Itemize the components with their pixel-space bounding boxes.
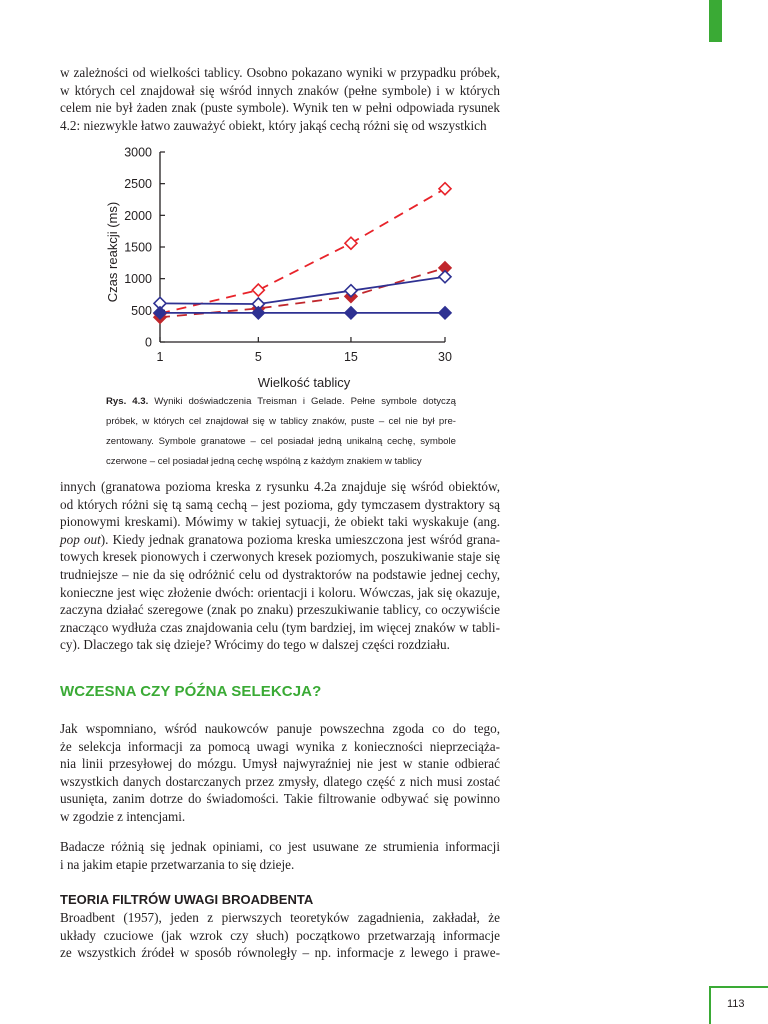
- intro-paragraph: [60, 64, 500, 134]
- chart-series: [154, 183, 451, 324]
- caption-line: czerwone – cel posiadał jedną cechę wspólną z każdym znakiem w tablicy: [106, 456, 422, 467]
- y-tick-label: 1000: [124, 272, 152, 287]
- text-line: Broadbent (1957), jeden z pierwszych teoretyków zagadnienia, zakładał, że: [60, 910, 500, 925]
- text-line-italic-start: pop out). Kiedy jednak granatowa pozioma kreska umieszczona jest wśród grana-: [60, 531, 500, 547]
- subsection-heading: TEORIA FILTRÓW UWAGI BROADBENTA: [60, 892, 314, 907]
- y-tick-label: 0: [145, 335, 152, 350]
- y-tick-label: 3000: [124, 145, 152, 160]
- x-tick-label: 15: [343, 350, 358, 364]
- y-tick-label: 500: [131, 303, 152, 318]
- body-paragraph-2: [60, 720, 500, 826]
- data-point-marker: [439, 271, 451, 283]
- text-line: że selekcja informacji za pomocą uwagi wynika z konieczności nieprzeciąża-: [60, 738, 500, 754]
- text-line: konieczne jest więc złożenie dwóch: orientacji i koloru. Wówczas, jak się okazuje,: [60, 584, 500, 600]
- caption-line: próbek, w których cel znajdował się w tablicy znaków, puste – cel nie był pre-: [106, 416, 456, 427]
- text-line: Badacze różnią się jednak opiniami, co jest usuwane ze strumienia informacji: [60, 839, 500, 854]
- body-paragraph-1: [60, 478, 500, 654]
- y-tick-label: 1500: [124, 240, 152, 255]
- text-line: znacząco wydłuża czas znajdowania celu (tym bardziej, im więcej znaków w tabli-: [60, 619, 500, 635]
- pop-out-term: pop out: [60, 531, 101, 547]
- y-tick-label: 2000: [124, 208, 152, 223]
- data-point-marker: [345, 237, 357, 249]
- text-line: i na jakim etapie przetwarzania to się dzieje.: [60, 856, 295, 872]
- text-line: zaczyna działać szeregowe (znak po znaku) przeszukiwanie tablicy, co oczywiście: [60, 602, 500, 618]
- text-line: 4.2: niezwykle łatwo zauważyć obiekt, który jakąś cechą różni się od wszystkich: [60, 117, 487, 133]
- x-tick-label: 1: [156, 350, 164, 364]
- text-line: trudniejsze – nie da się odróżnić celu od dystraktorów na podstawie jednej cechy,: [60, 566, 500, 582]
- section-heading: WCZESNA CZY PÓŹNA SELEKCJA?: [60, 683, 322, 700]
- text-line: celem nie był żaden znak (puste symbole). Wynik ten w pełni odpowiada rysunek: [60, 100, 500, 116]
- text-line: ze wszystkich źródeł w sposób równoległy – np. informacje z lewego i prawe-: [60, 945, 500, 961]
- data-point-marker: [439, 183, 451, 195]
- text-line: pionowymi kreskami). Mówimy w takiej sytuacji, że obiekt taki wyskakuje (ang.: [60, 514, 500, 530]
- body-paragraph-4: [60, 909, 500, 962]
- text-line: cy). Dlaczego tak się dzieje? Wrócimy do tego w dalszej części rozdziału.: [60, 637, 450, 653]
- text-line: innych (granatowa pozioma kreska z rysunku 4.2a znajduje się wśród obiektów,: [60, 479, 500, 494]
- text-line: Jak wspomniano, wśród naukowców panuje powszechna zgoda co do tego,: [60, 721, 500, 736]
- text-line: układy czuciowe (jak wzrok czy słuch) początkowo przetwarzają informacje: [60, 927, 500, 943]
- page-number: 113: [727, 998, 745, 1010]
- data-point-marker: [345, 307, 357, 319]
- text-line: usunięta, zanim dotrze do świadomości. Takie filtrowanie odbywać się powinno: [60, 791, 500, 807]
- text-line: od których różni się tą samą cechą – jest pozioma, gdy tymczasem dystraktory są: [60, 496, 500, 512]
- text-line: towych kresek pionowych i czerwonych kresek poziomych, poszukiwanie staje się: [60, 549, 500, 565]
- y-axis-label: Czas reakcji (ms): [105, 201, 120, 303]
- chapter-tab-marker: [709, 0, 722, 42]
- caption-label: Rys. 4.3.: [106, 396, 149, 407]
- text-line: w zależności od wielkości tablicy. Osobno pokazano wyniki w przypadku próbek,: [60, 65, 500, 80]
- series-line: [160, 189, 445, 314]
- y-tick-label: 2500: [124, 177, 152, 192]
- chart-axes: [124, 146, 452, 365]
- x-axis-label: Wielkość tablicy: [257, 375, 351, 390]
- series-line: [160, 268, 445, 317]
- body-paragraph-3: [60, 838, 500, 873]
- caption-line: zentowany. Symbole granatowe – cel posiadał jedną unikalną cechę, symbole: [106, 436, 456, 447]
- text-line: wszystkich danych dostarczanych przez zmysły, dlatego część z nich musi zostać: [60, 773, 500, 789]
- caption-line: Wyniki doświadczenia Treisman i Gelade. Pełne symbole dotyczą: [154, 396, 456, 407]
- text-line: w których cel znajdował się wśród innych znaków (pełne symbole) i w których: [60, 82, 500, 98]
- x-tick-label: 5: [254, 350, 262, 364]
- data-point-marker: [252, 284, 264, 296]
- figure-caption: [106, 392, 456, 472]
- x-tick-label: 30: [438, 350, 452, 364]
- text-line: w zgodzie z intencjami.: [60, 808, 186, 824]
- data-point-marker: [439, 307, 451, 319]
- text-line: nia linii przesyłowej do mózgu. Umysł najwyraźniej nie jest w stanie odbierać: [60, 756, 500, 772]
